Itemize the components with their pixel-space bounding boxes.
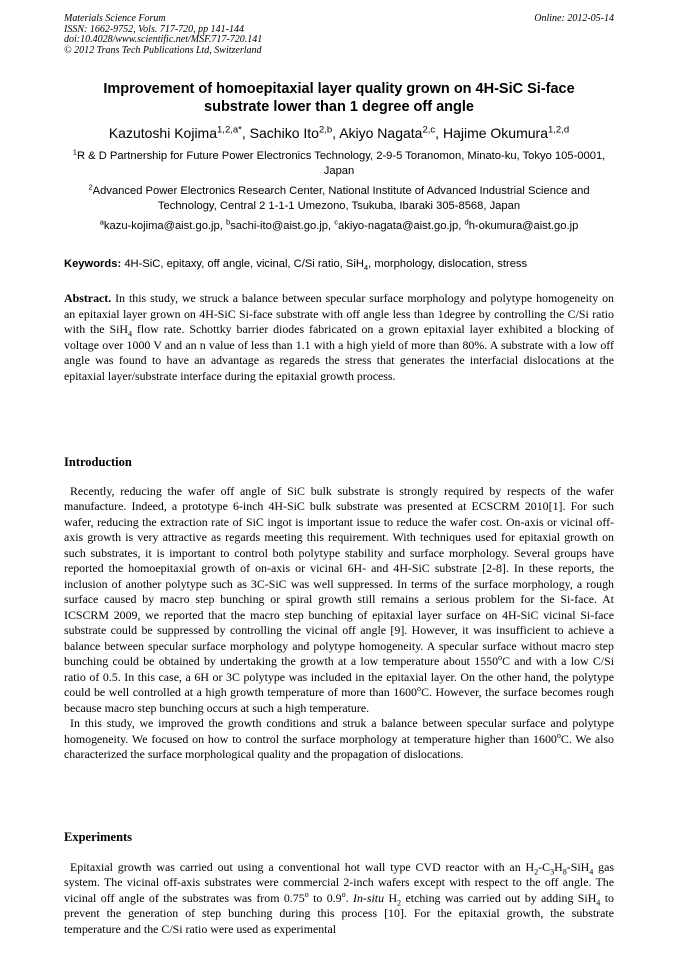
paragraph-text: .	[345, 890, 354, 905]
abstract-label: Abstract.	[64, 291, 112, 305]
paragraph-text: -C	[538, 859, 551, 874]
paragraph-text: gas system. The vicinal off-axis substrates were commercial 2-inch wafers except with respect to the off angle. The vicinal off angle of the substrates was from 0.75	[64, 859, 614, 905]
keywords-text: 4H-SiC, epitaxy, off angle, vicinal, C/Si ratio, SiH	[124, 258, 364, 270]
author-affil-mark: 1,2,a*	[217, 124, 242, 136]
email-link[interactable]: akiyo-nagata@aist.go.jp	[338, 220, 459, 232]
paragraph	[64, 716, 614, 763]
title-line-2: substrate lower than 1 degree off angle	[204, 99, 474, 115]
affiliation-number: 1	[72, 147, 77, 157]
affiliation-1	[64, 149, 614, 179]
subscript: 4	[589, 866, 594, 876]
author-affil-mark: 1,2,d	[547, 124, 570, 136]
affiliation-number: 2	[88, 182, 93, 192]
keywords-subscript: 4	[363, 263, 369, 273]
subscript: 3	[550, 866, 555, 876]
email-link[interactable]: kazu-kojima@aist.go.jp	[103, 220, 220, 232]
email-list: $^a$kazu-kojima@aist.go.jp, $^b$sachi-ito@aist.go.jp, $^c$akiyo-nagata@aist.go.jp, $^d$h-okumura@aist.go.jp	[99, 217, 579, 232]
subscript: 8	[562, 866, 567, 876]
section-heading: Experiments	[64, 830, 133, 844]
author-name: Hajime Okumura	[442, 125, 548, 141]
affiliation-text: R & D Partnership for Future Power Electronics Technology, 2-9-5 Toranomon, Minato-ku, Tokyo 105-0001, Japan	[76, 150, 606, 177]
paragraph-text: C. We also characterized the surface morphological quality and the propagation of dislocations.	[64, 731, 614, 761]
keywords	[64, 257, 614, 272]
affiliation-2	[64, 184, 614, 214]
abstract-paragraph	[64, 291, 614, 384]
email-mark: c	[334, 217, 339, 227]
paragraph-text: -SiH	[566, 859, 590, 874]
author-list: Kazutoshi Kojima$^{1,2,a*}$, Sachiko Ito$^{2,b}$, Akiyo Nagata$^{2,c}$, Hajime Okumura$^{1,2,d}$	[108, 124, 570, 141]
keywords-text: , morphology, dislocation, stress	[368, 258, 528, 270]
email-mark: a	[99, 217, 104, 227]
email-link[interactable]: h-okumura@aist.go.jp	[468, 220, 579, 232]
paragraph-text: Recently, reducing the wafer off angle of SiC bulk substrate is strongly required by respects of the wafer manufacture. Indeed, a prototype 6-inch 4H-SiC bulk substrate was presented at ECSCRM 2010[1]. For such wafer, reducing the extraction rate of SiC ingot is important issue to reduce the wafer cost. On-axis or vicinal off-axis growth is very attractive as regards meeting this requirement. With techniques used for epitaxial growth on such substrates, it is important to control both polytype stability and surface morphology. Several groups have reported the homoepitaxial growth of on-axis or vicinal 6H- and 4H-SiC substrate [2-8]. In these reports, the inclusion of another polytype such as 3C-SiC was well suppressed. In terms of the surface morphology, a rough surface caused by macro step bunching or spiral growth still remains a serious problem for the Si-face. At ICSCRM 2009, we reported that the macro step bunching of epitaxial layer surface on 4H-SiC vicinal Si-face substrate could be suppressed by controlling the vicinal off angle [9]. However, it was insufficient to achieve a balance between specular surface morphology and polytype homogeneity. A specular surface without macro step bunching could be obtained by undertaking the growth at a low temperature about 1550	[64, 483, 614, 668]
journal-name: Materials Science Forum	[64, 13, 166, 24]
degree-mark: o	[341, 889, 346, 899]
email-mark: d	[464, 217, 469, 227]
section-heading: Introduction	[64, 455, 132, 469]
abstract	[64, 291, 614, 384]
subscript: 4	[596, 897, 601, 907]
paragraph	[64, 860, 614, 938]
email-link[interactable]: sachi-ito@aist.go.jp	[230, 220, 328, 232]
affiliation-text: Advanced Power Electronics Research Center, National Institute of Advanced Industrial Science and Technology, Central 2 1-1-1 Umezono, Tsukuba, Ibaraki 305-8568, Japan	[92, 185, 590, 212]
paragraph-text: etching was carried out by adding SiH	[401, 890, 597, 905]
copyright-line: © 2012 Trans Tech Publications Ltd, Switzerland	[64, 44, 262, 56]
paragraph-text: C and with a low C/Si ratio of 0.5. In this case, a 6H or 3C polytype was included in the epitaxial layer. On the other hand, the polytype could be well controlled at a high growth temperature of more than 1600	[64, 654, 614, 699]
subscript: 2	[397, 897, 402, 907]
online-date: Online: 2012-05-14	[534, 13, 614, 24]
paragraph-text: In this study, we improved the growth conditions and struk a balance between specular surface and polytype homogeneity. We focused on how to control the surface morphology at temperature higher than 1600	[64, 716, 614, 746]
paragraph-text: Epitaxial growth was carried out using a conventional hot wall type CVD reactor with an H	[70, 859, 535, 874]
email-mark: b	[225, 217, 231, 227]
paragraph-text: C. However, the surface becomes rough because macro step bunching occurs at such a high temperature.	[64, 685, 614, 715]
paragraph-text: to 0.9	[308, 890, 342, 905]
abstract-text: flow rate. Schottky barrier diodes fabricated on a grown epitaxial layer exhibited a blocking of voltage over 1000 V and an n value of less than 1.1 with a high yield of more than 80%. A substrate with a low off angle was found to have an advantage as regareds the stress that generates the interfacial dislocations at the epitaxial layer/substrate interface during the epitaxial growth process.	[64, 322, 614, 383]
author-name: Kazutoshi Kojima	[108, 125, 218, 141]
author-affil-mark: 2,b	[318, 124, 333, 136]
subscript: 4	[127, 329, 133, 339]
subscript: 2	[534, 866, 539, 876]
degree-mark: o	[556, 730, 561, 740]
italic-term: In-situ	[353, 890, 385, 905]
doi-line: doi:10.4028/www.scientific.net/MSF.717-720.141	[64, 34, 263, 45]
paragraph-text: H	[384, 890, 398, 905]
paragraph	[64, 484, 614, 717]
paper-title	[64, 80, 614, 116]
author-name: Sachiko Ito	[249, 125, 319, 141]
degree-mark: o	[304, 889, 309, 899]
experiments-section	[64, 830, 614, 937]
degree-mark: o	[498, 653, 503, 663]
author-name: Akiyo Nagata	[339, 125, 423, 141]
keywords-label: Keywords:	[64, 258, 122, 270]
paragraph-text: to prevent the generation of step bunching during this process [10]. For the epitaxial growth, the substrate temperature and the C/Si ratio were used as experimental	[64, 890, 614, 936]
journal-header	[64, 14, 262, 56]
degree-mark: o	[417, 684, 422, 694]
introduction-section	[64, 455, 614, 763]
paragraph-text: H	[554, 859, 563, 874]
issn-line: ISSN: 1662-9752, Vols. 717-720, pp 141-144	[64, 23, 244, 35]
abstract-text: In this study, we struck a balance between specular surface morphology and polytype homogeneity on an epitaxial layer grown on 4H-SiC Si-face substrate with off angle less than 1degree by controlling the C/Si ratio with the SiH	[64, 291, 614, 336]
title-line-1: Improvement of homoepitaxial layer quality grown on 4H-SiC Si-face	[103, 81, 575, 97]
author-affil-mark: 2,c	[422, 124, 436, 136]
